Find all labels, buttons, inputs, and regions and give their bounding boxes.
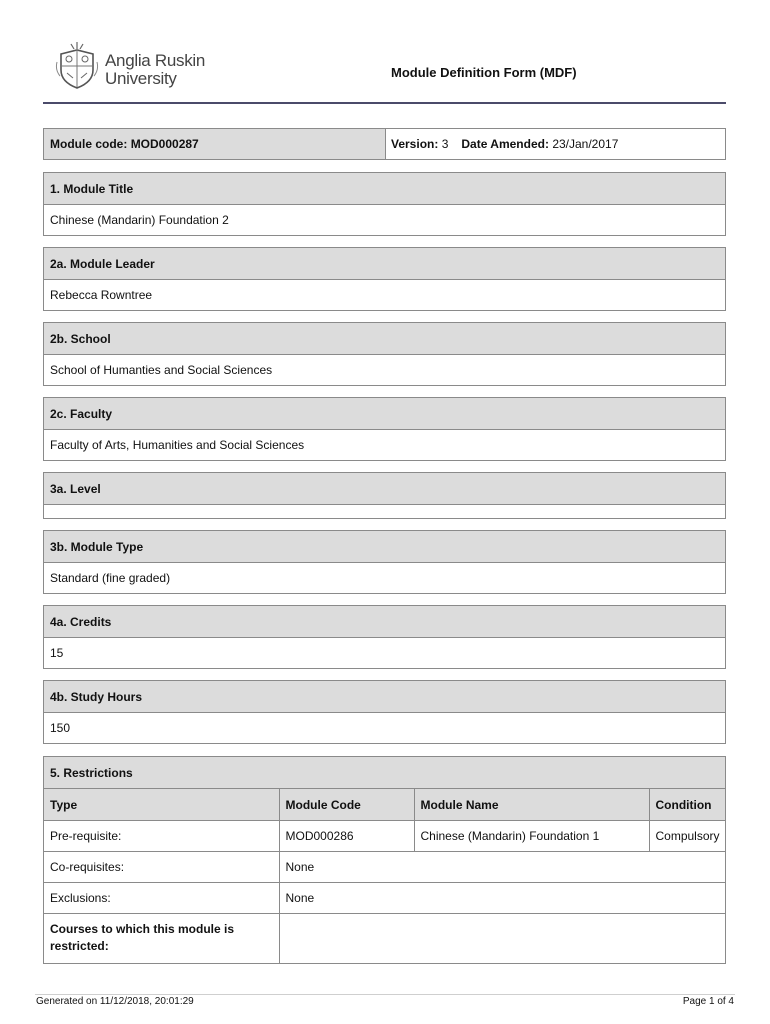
version-value: 3: [441, 137, 449, 151]
section-module-leader: [43, 247, 726, 311]
version-cell: [386, 129, 725, 159]
prereq-condition: Compulsory: [649, 821, 725, 852]
column-header-module-code: Module Code: [279, 789, 414, 821]
courses-restricted-label: Courses to which this module is restricted:: [44, 914, 279, 963]
section-heading: 3b. Module Type: [44, 531, 725, 563]
section-school: [43, 322, 726, 386]
module-title-value: Chinese (Mandarin) Foundation 2: [50, 213, 229, 227]
section-faculty: [43, 397, 726, 461]
school-value: School of Humanties and Social Sciences: [50, 363, 273, 377]
section-heading: 1. Module Title: [44, 173, 725, 205]
section-module-type: [43, 530, 726, 594]
module-leader-value: Rebecca Rowntree: [50, 288, 153, 302]
module-code-row: [43, 128, 726, 160]
credits-value: 15: [50, 646, 64, 660]
study-hours-value: 150: [50, 721, 71, 735]
prereq-type: Pre-requisite:: [44, 821, 279, 852]
section-study-hours: [43, 680, 726, 744]
module-code-label: Module code:: [50, 137, 128, 151]
footer-divider: [35, 994, 735, 995]
page-header: [43, 36, 726, 104]
exclusions-value: None: [279, 883, 725, 914]
university-logo: [55, 40, 225, 92]
version-label: Version:: [391, 137, 439, 151]
courses-restricted-value: [279, 914, 725, 963]
section-heading: 2c. Faculty: [44, 398, 725, 430]
module-type-value: Standard (fine graded): [50, 571, 171, 585]
coreq-value: None: [279, 852, 725, 883]
form-title: Module Definition Form (MDF): [391, 65, 577, 80]
section-heading: 2b. School: [44, 323, 725, 355]
prereq-code: MOD000286: [279, 821, 414, 852]
faculty-value: Faculty of Arts, Humanities and Social Sciences: [50, 438, 305, 452]
column-header-condition: Condition: [649, 789, 725, 821]
section-heading: 5. Restrictions: [44, 757, 725, 788]
module-code-value: MOD000287: [130, 137, 199, 151]
university-name-line1: Anglia Ruskin: [105, 51, 206, 70]
section-heading: 3a. Level: [44, 473, 725, 505]
column-header-type: Type: [44, 789, 279, 821]
restrictions-table: [44, 788, 725, 963]
section-credits: [43, 605, 726, 669]
date-amended-label: Date Amended:: [461, 137, 549, 151]
module-code-cell: [44, 129, 386, 159]
date-amended-value: 23/Jan/2017: [552, 137, 619, 151]
column-header-module-name: Module Name: [414, 789, 649, 821]
university-name-line2: University: [105, 69, 177, 88]
coreq-type: Co-requisites:: [44, 852, 279, 883]
section-restrictions: [43, 756, 726, 964]
prereq-name: Chinese (Mandarin) Foundation 1: [414, 821, 649, 852]
crest-icon: [55, 40, 99, 90]
generated-timestamp: Generated on 11/12/2018, 20:01:29: [36, 996, 194, 1007]
section-heading: 2a. Module Leader: [44, 248, 725, 280]
section-heading: 4b. Study Hours: [44, 681, 725, 713]
exclusions-type: Exclusions:: [44, 883, 279, 914]
table-row: [44, 883, 725, 914]
section-heading: 4a. Credits: [44, 606, 725, 638]
page-number: Page 1 of 4: [682, 996, 734, 1007]
table-row: [44, 852, 725, 883]
table-row: [44, 821, 725, 852]
table-row: [44, 914, 725, 963]
level-value: [44, 505, 725, 518]
section-module-title: [43, 172, 726, 236]
section-level: [43, 472, 726, 519]
table-header-row: [44, 789, 725, 821]
